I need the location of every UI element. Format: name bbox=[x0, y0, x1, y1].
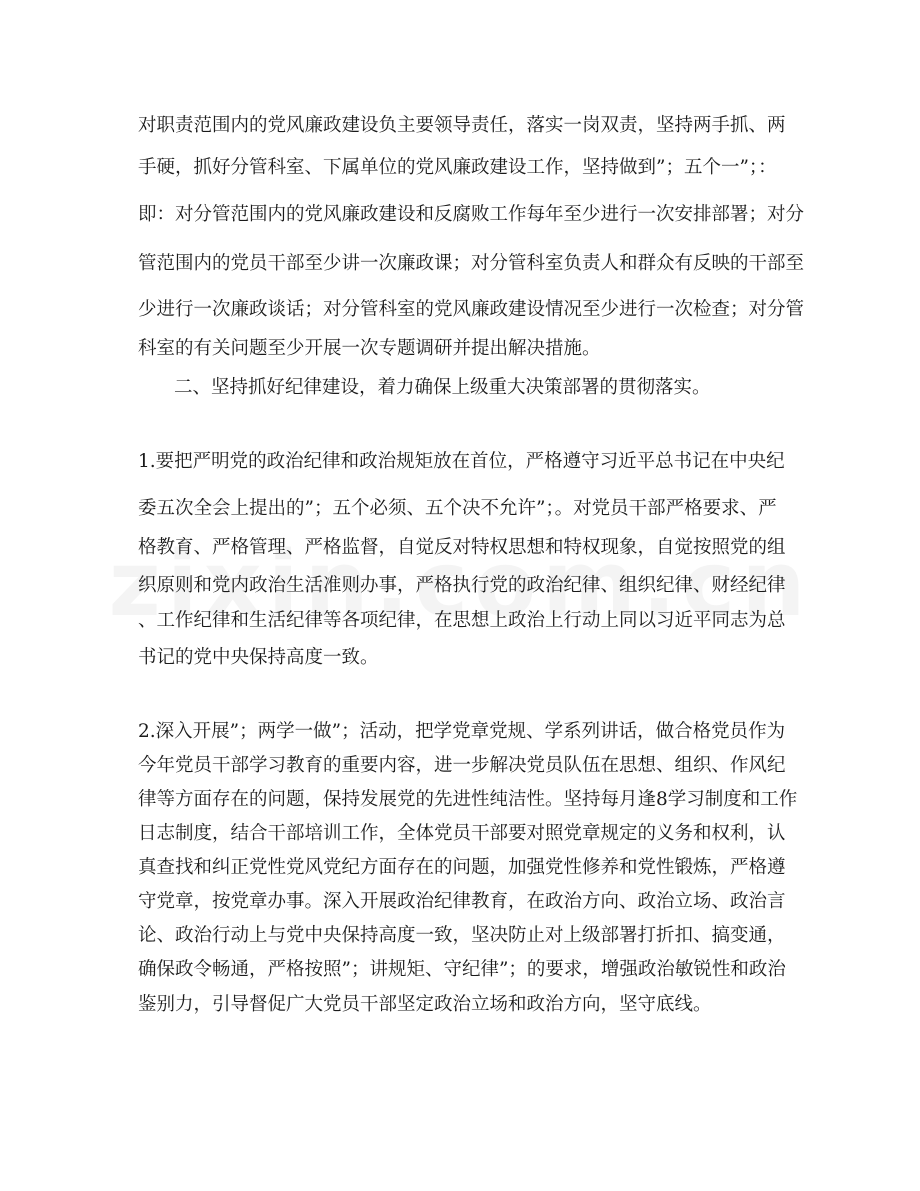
text-line: 日志制度，结合干部培训工作，全体党员干部要对照党章规定的义务和权利，认 bbox=[138, 823, 786, 844]
text-line: 守党章，按党章办事。深入开展政治纪律教育，在政治方向、政治立场、政治言 bbox=[138, 891, 786, 912]
text-line: 今年党员干部学习教育的重要内容，进一步解决党员队伍在思想、组织、作风纪 bbox=[138, 755, 786, 776]
text-line: 管范围内的党员干部至少讲一次廉政课；对分管科室负责人和群众有反映的干部至 bbox=[138, 253, 805, 274]
text-line: 2.深入开展”；两学一做”；活动，把学党章党规、学系列讲话，做合格党员作为 bbox=[138, 721, 786, 742]
text-line: 少进行一次廉政谈话；对分管科室的党风廉政建设情况至少进行一次检查；对分管 bbox=[138, 299, 805, 320]
text-line: 真查找和纠正党性党风党纪方面存在的问题，加强党性修养和党性锻炼，严格遵 bbox=[138, 857, 786, 878]
text-line: 委五次全会上提出的”；五个必须、五个决不允许”；。对党员干部严格要求、严 bbox=[138, 498, 777, 519]
text-line: 论、政治行动上与党中央保持高度一致，坚决防止对上级部署打折扣、搞变通， bbox=[138, 925, 786, 946]
text-line: 鉴别力，引导督促广大党员干部坚定政治立场和政治方向，坚守底线。 bbox=[138, 994, 712, 1015]
text-line: 律等方面存在的问题，保持发展党的先进性纯洁性。坚持每月逢8学习制度和工作 bbox=[138, 789, 798, 810]
text-line: 格教育、严格管理、严格监督，自觉反对特权思想和特权现象，自觉按照党的组 bbox=[138, 537, 786, 558]
text-line: 手硬，抓好分管科室、下属单位的党风廉政建设工作，坚持做到”；五个一”；： bbox=[138, 157, 777, 178]
text-line: 科室的有关问题至少开展一次专题调研并提出解决措施。 bbox=[138, 338, 601, 359]
text-line: 织原则和党内政治生活准则办事，严格执行党的政治纪律、组织纪律、财经纪律 bbox=[138, 575, 786, 596]
text-line: 、工作纪律和生活纪律等各项纪律，在思想上政治上行动上同以习近平同志为总 bbox=[138, 610, 786, 631]
text-line: 确保政令畅通，严格按照”；讲规矩、守纪律”；的要求，增强政治敏锐性和政治 bbox=[138, 959, 786, 980]
text-line: 对职责范围内的党风廉政建设负主要领导责任，落实一岗双责，坚持两手抓、两 bbox=[138, 115, 786, 136]
text-line: 即：对分管范围内的党风廉政建设和反腐败工作每年至少进行一次安排部署；对分 bbox=[138, 204, 805, 225]
text-line: 书记的党中央保持高度一致。 bbox=[138, 647, 379, 668]
text-line: 1.要把严明党的政治纪律和政治规矩放在首位，严格遵守习近平总书记在中央纪 bbox=[138, 451, 785, 472]
section-heading: 二、坚持抓好纪律建设，着力确保上级重大决策部署的贯彻落实。 bbox=[174, 377, 711, 398]
